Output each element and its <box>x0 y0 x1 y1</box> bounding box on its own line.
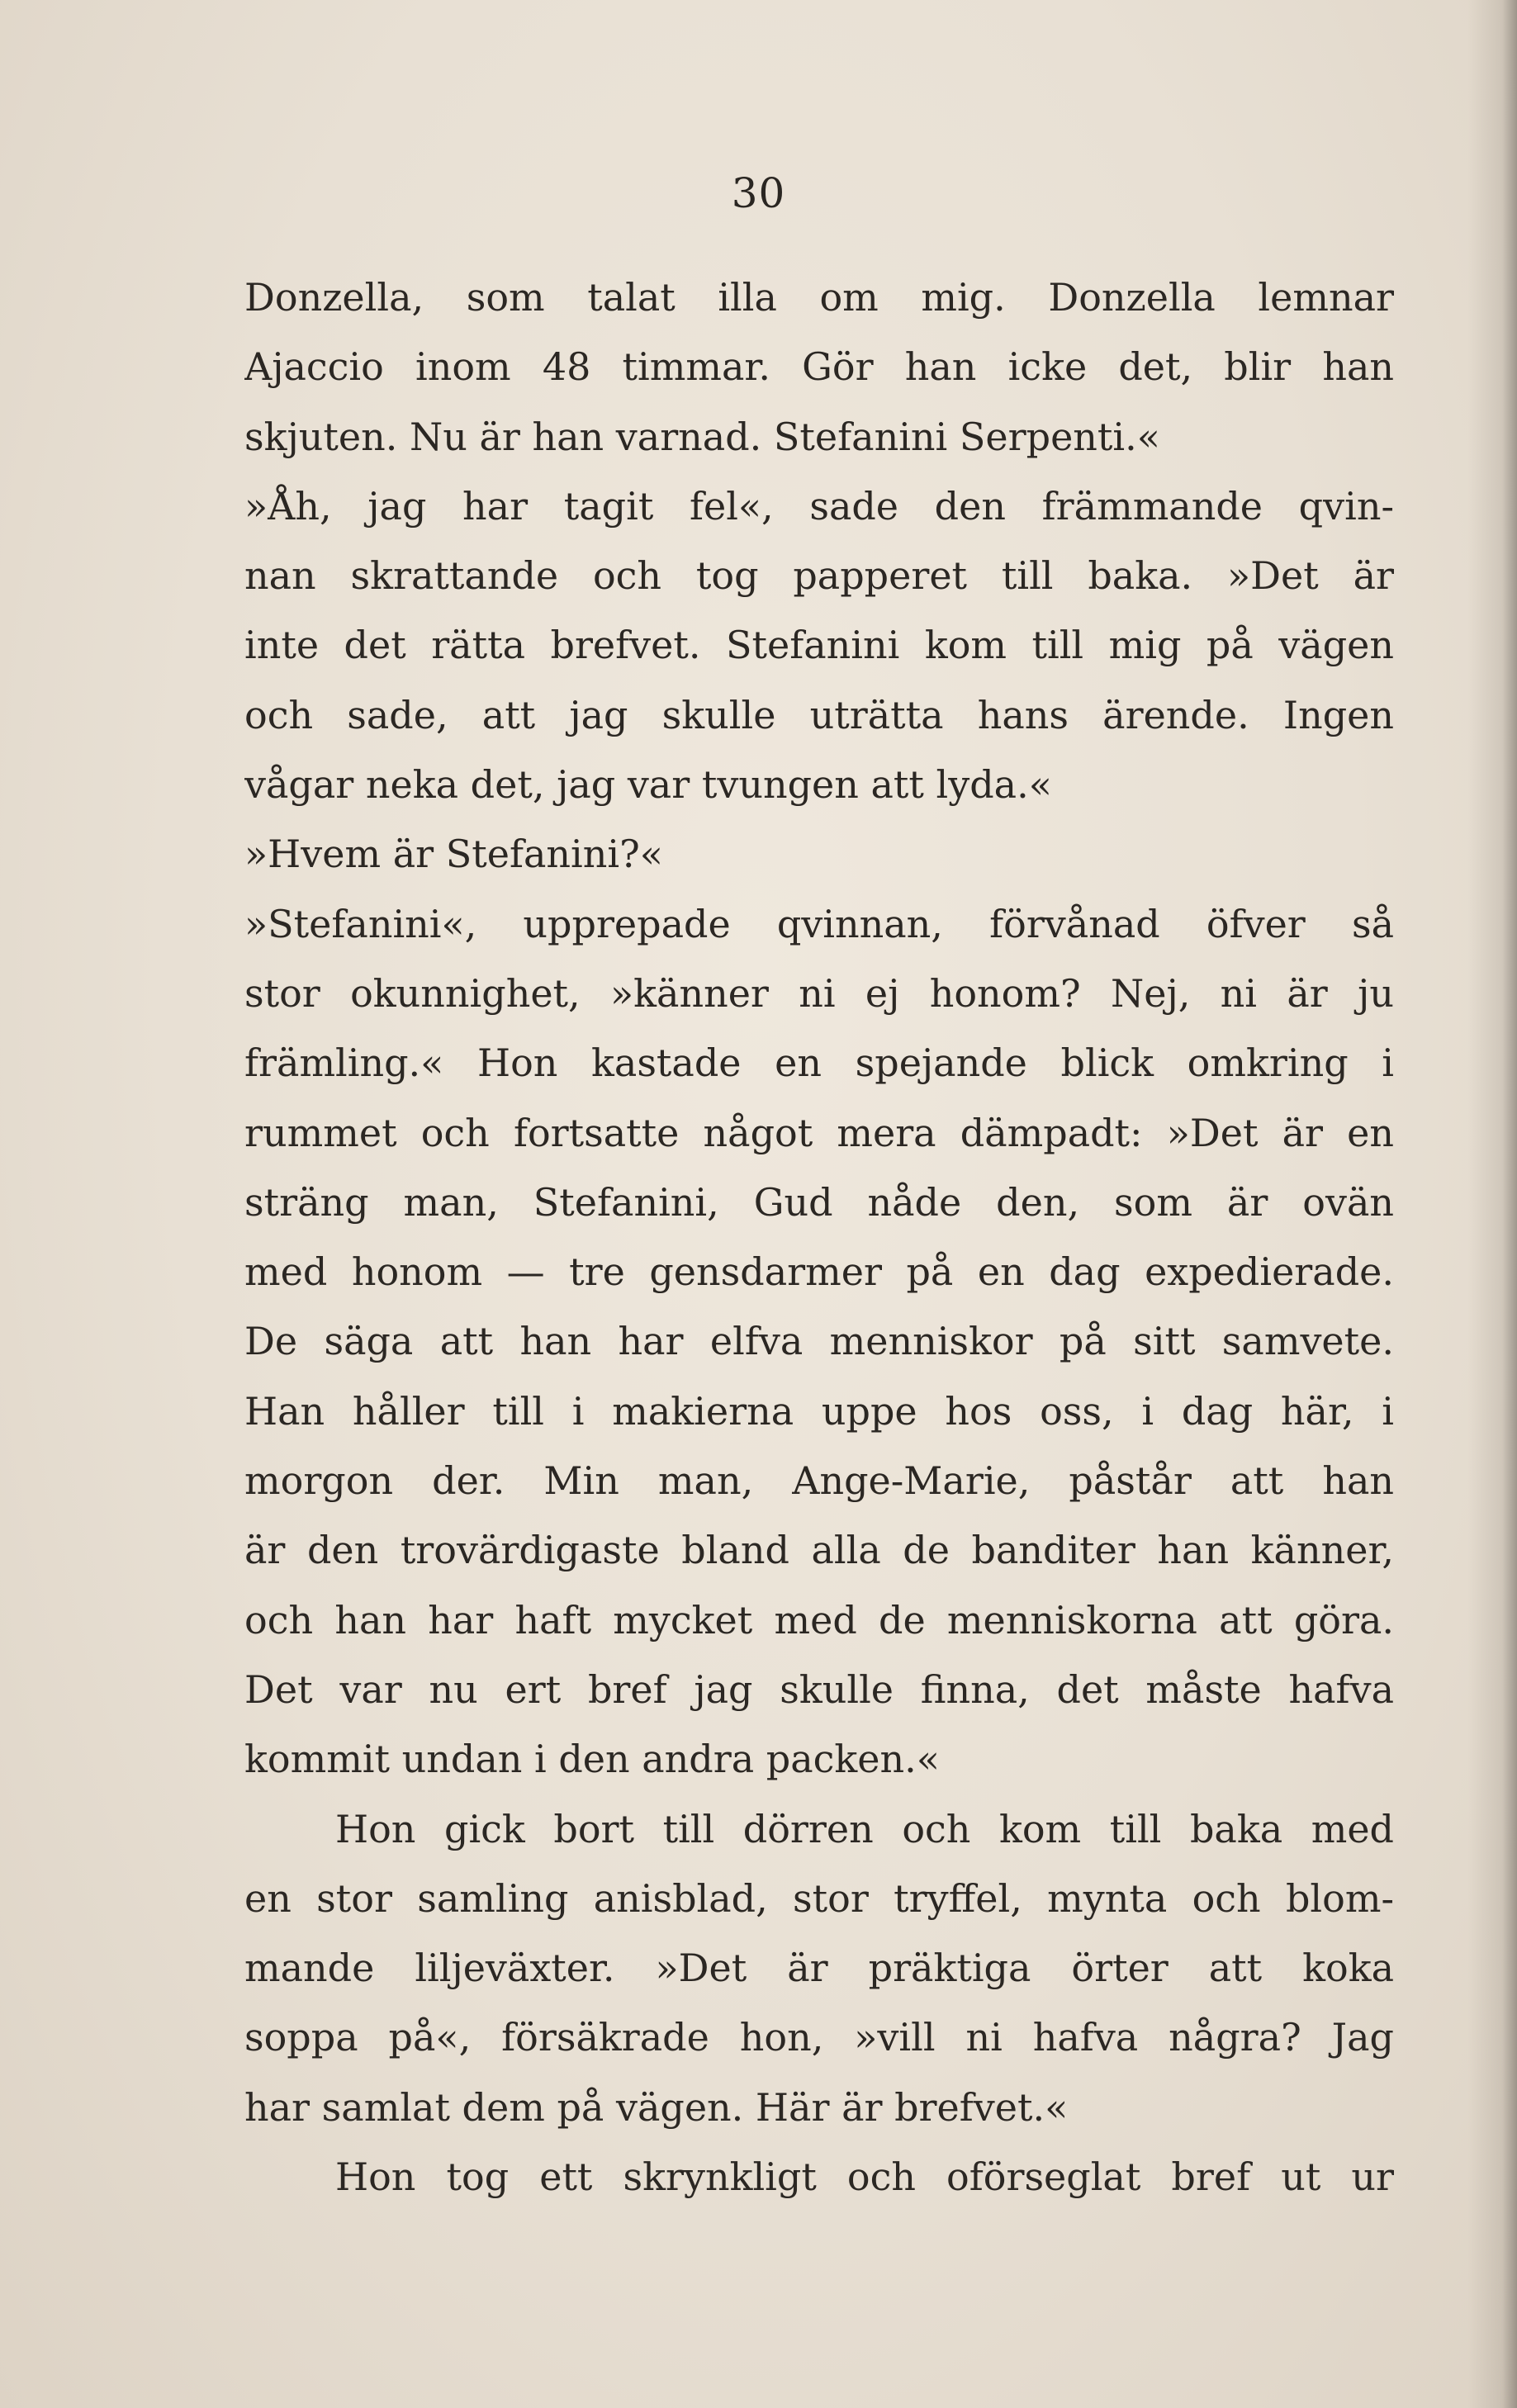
text-line: stor okunnighet, »känner ni ej honom? Nej, ni är ju <box>244 970 1394 1016</box>
text-line: Donzella, som talat illa om mig. Donzella lemnar <box>244 275 1394 320</box>
text-line: Hon tog ett skrynkligt och oförseglat bref ut ur <box>335 2154 1394 2200</box>
text-line: främling.« Hon kastade en spejande blick omkring i <box>244 1040 1394 1086</box>
text-line: sträng man, Stefanini, Gud nåde den, som är ovän <box>244 1179 1394 1225</box>
text-line: kommit undan i den andra packen.« <box>244 1737 940 1782</box>
text-line: »Hvem är Stefanini?« <box>244 832 663 877</box>
text-line: och sade, att jag skulle uträtta hans ärende. Ingen <box>244 692 1394 737</box>
text-line: »Åh, jag har tagit fel«, sade den främmande qvin- <box>244 483 1394 529</box>
text-line: Ajaccio inom 48 timmar. Gör han icke det, blir han <box>244 344 1394 390</box>
text-line: är den trovärdigaste bland alla de banditer han känner, <box>244 1528 1394 1573</box>
text-line: Hon gick bort till dörren och kom till baka med <box>335 1806 1394 1851</box>
text-line: och han har haft mycket med de menniskorna att göra. <box>244 1597 1394 1642</box>
text-line: har samlat dem på vägen. Här är brefvet.« <box>244 2084 1069 2130</box>
text-line: »Stefanini«, upprepade qvinnan, förvånad öfver så <box>244 901 1394 946</box>
page-number: 30 <box>731 169 786 217</box>
text-line: vågar neka det, jag var tvungen att lyda.« <box>244 762 1052 808</box>
text-line: rummet och fortsatte något mera dämpadt: »Det är en <box>244 1110 1394 1155</box>
text-line: De säga att han har elfva menniskor på sitt samvete. <box>244 1319 1394 1364</box>
text-line: inte det rätta brefvet. Stefanini kom till mig på vägen <box>244 623 1394 668</box>
body-text <box>244 263 1394 2211</box>
text-line: skjuten. Nu är han varnad. Stefanini Serpenti.« <box>244 414 1160 459</box>
text-line: Han håller till i makierna uppe hos oss, i dag här, i <box>244 1388 1394 1434</box>
text-line: en stor samling anisblad, stor tryffel, mynta och blom- <box>244 1875 1394 1921</box>
text-line: soppa på«, försäkrade hon, »vill ni hafva några? Jag <box>244 2015 1394 2060</box>
text-line: morgon der. Min man, Ange-Marie, påstår att han <box>244 1458 1394 1504</box>
text-line: mande liljeväxter. »Det är präktiga örter att koka <box>244 1946 1394 1991</box>
text-line: Det var nu ert bref jag skulle finna, det måste hafva <box>244 1666 1394 1712</box>
text-line: med honom — tre gensdarmer på en dag expedierade. <box>244 1249 1394 1295</box>
text-line: nan skrattande och tog papperet till baka. »Det är <box>244 553 1394 599</box>
